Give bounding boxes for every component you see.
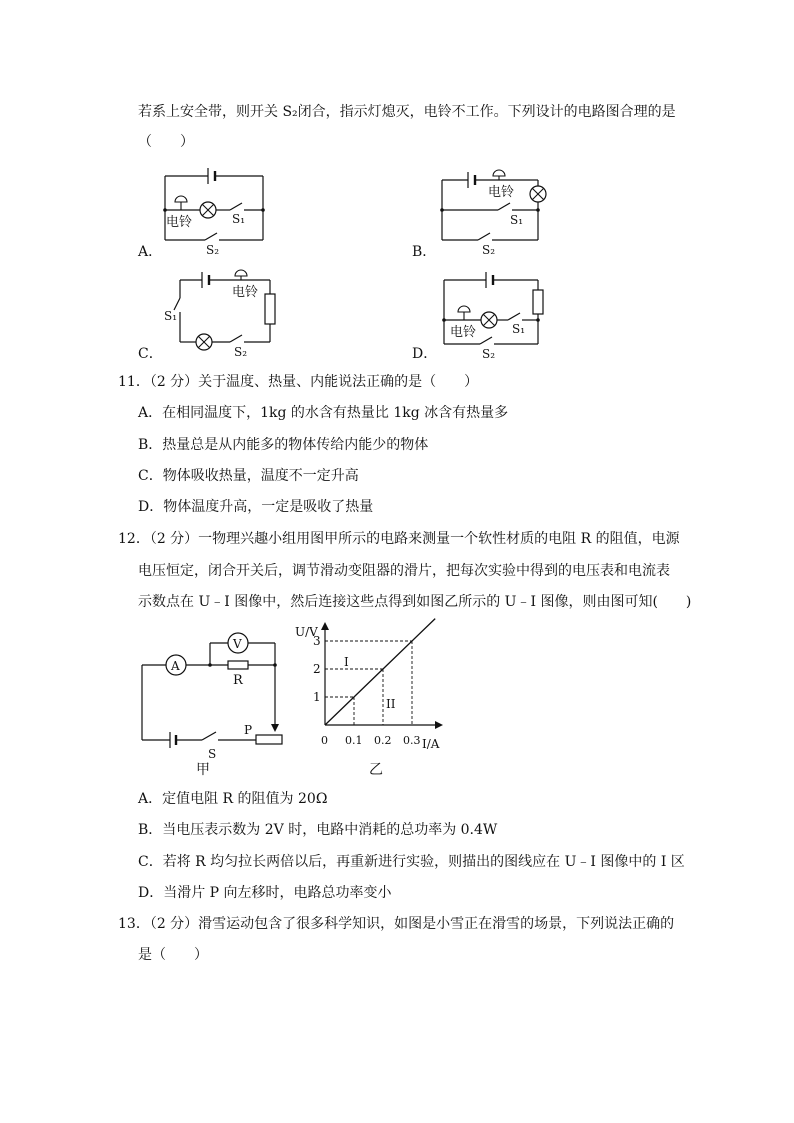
origin-label: 0 [321, 734, 328, 747]
y-tick-label: 2 [313, 662, 321, 676]
region-1-label: I [344, 655, 349, 669]
q10-circuit-d [440, 272, 550, 361]
q12-option-d: D．当滑片 P 向左移时，电路总功率变小 [138, 885, 392, 901]
bell-label: 电铃 [166, 215, 193, 230]
q10-option-c: C． [138, 346, 163, 362]
q12-caption-yi: 乙 [369, 762, 383, 778]
q10-stem-line2: （ ） [138, 134, 194, 150]
switch-s-label: S [208, 747, 217, 761]
switch-s2-label: S₂ [482, 243, 496, 257]
region-2-label: II [386, 697, 396, 711]
q11-option-d: D．物体温度升高，一定是吸收了热量 [138, 499, 374, 515]
q11-stem: 11．（2 分）关于温度、热量、内能说法正确的是（ ） [118, 374, 479, 390]
q10-circuit-c [164, 268, 282, 359]
voltmeter-label: V [233, 637, 242, 651]
q12-figure-yi [290, 620, 450, 755]
switch-s2-label: S₂ [234, 345, 248, 359]
q12-option-b: B．当电压表示数为 2V 时，电路中消耗的总功率为 0.4W [138, 822, 498, 838]
x-tick-label: 0.2 [374, 734, 392, 747]
q10-option-a: A． [138, 244, 163, 260]
y-axis-label: U/V [295, 625, 318, 639]
q11-option-b: B．热量总是从内能多的物体传给内能少的物体 [138, 437, 429, 453]
q12-stem-line3: 示数点在 U﹣I 图像中，然后连接这些点得到如图乙所示的 U﹣I 图像，则由图可知( ) [138, 594, 692, 610]
switch-s2-label: S₂ [482, 347, 496, 361]
bell-label: 电铃 [450, 325, 477, 340]
q12-stem-line1: 12．（2 分）一物理兴趣小组用图甲所示的电路来测量一个软性材质的电阻 R 的阻值，电源 [118, 531, 680, 547]
q10-option-d: D． [412, 346, 438, 362]
q10-option-b: B． [412, 244, 437, 260]
q13-stem-line2: 是（ ） [138, 947, 208, 963]
slider-p-label: P [244, 723, 253, 737]
q12-option-a: A．定值电阻 R 的阻值为 20Ω [138, 791, 328, 807]
switch-s1-label: S₁ [232, 212, 246, 226]
q12-option-c: C．若将 R 均匀拉长两倍以后，再重新进行实验，则描出的图线应在 U﹣I 图像中的 I 区 [138, 854, 685, 870]
q12-caption-jia: 甲 [196, 762, 210, 778]
resistor-label: R [233, 673, 243, 688]
series-line [325, 619, 435, 725]
q13-stem-line1: 13．（2 分）滑雪运动包含了很多科学知识，如图是小雪正在滑雪的场景，下列说法正确的 [118, 916, 675, 932]
ammeter-label: A [171, 659, 180, 673]
x-axis-label: I/A [422, 737, 440, 751]
q11-option-c: C．物体吸收热量，温度不一定升高 [138, 468, 359, 484]
bell-label: 电铃 [232, 285, 259, 300]
q12-stem-line2: 电压恒定，闭合开关后，调节滑动变阻器的滑片，把每次实验中得到的电压表和电流表 [138, 563, 670, 579]
x-tick-label: 0.3 [403, 734, 421, 747]
q10-circuit-b [438, 168, 558, 257]
q10-stem-line1: 若系上安全带，则开关 S₂闭合，指示灯熄灭，电铃不工作。下列设计的电路图合理的是 [138, 104, 676, 120]
bell-label: 电铃 [488, 185, 515, 200]
q11-option-a: A．在相同温度下，1kg 的水含有热量比 1kg 冰含有热量多 [138, 405, 509, 421]
switch-s1-label: S₁ [512, 322, 526, 336]
x-tick-label: 0.1 [345, 734, 363, 747]
y-tick-label: 3 [313, 634, 321, 648]
q10-circuit-a [160, 168, 270, 257]
switch-s1-label: S₁ [164, 309, 178, 323]
q12-figure-jia [138, 628, 288, 778]
y-tick-label: 1 [313, 690, 321, 704]
switch-s2-label: S₂ [206, 243, 220, 257]
switch-s1-label: S₁ [510, 213, 524, 227]
